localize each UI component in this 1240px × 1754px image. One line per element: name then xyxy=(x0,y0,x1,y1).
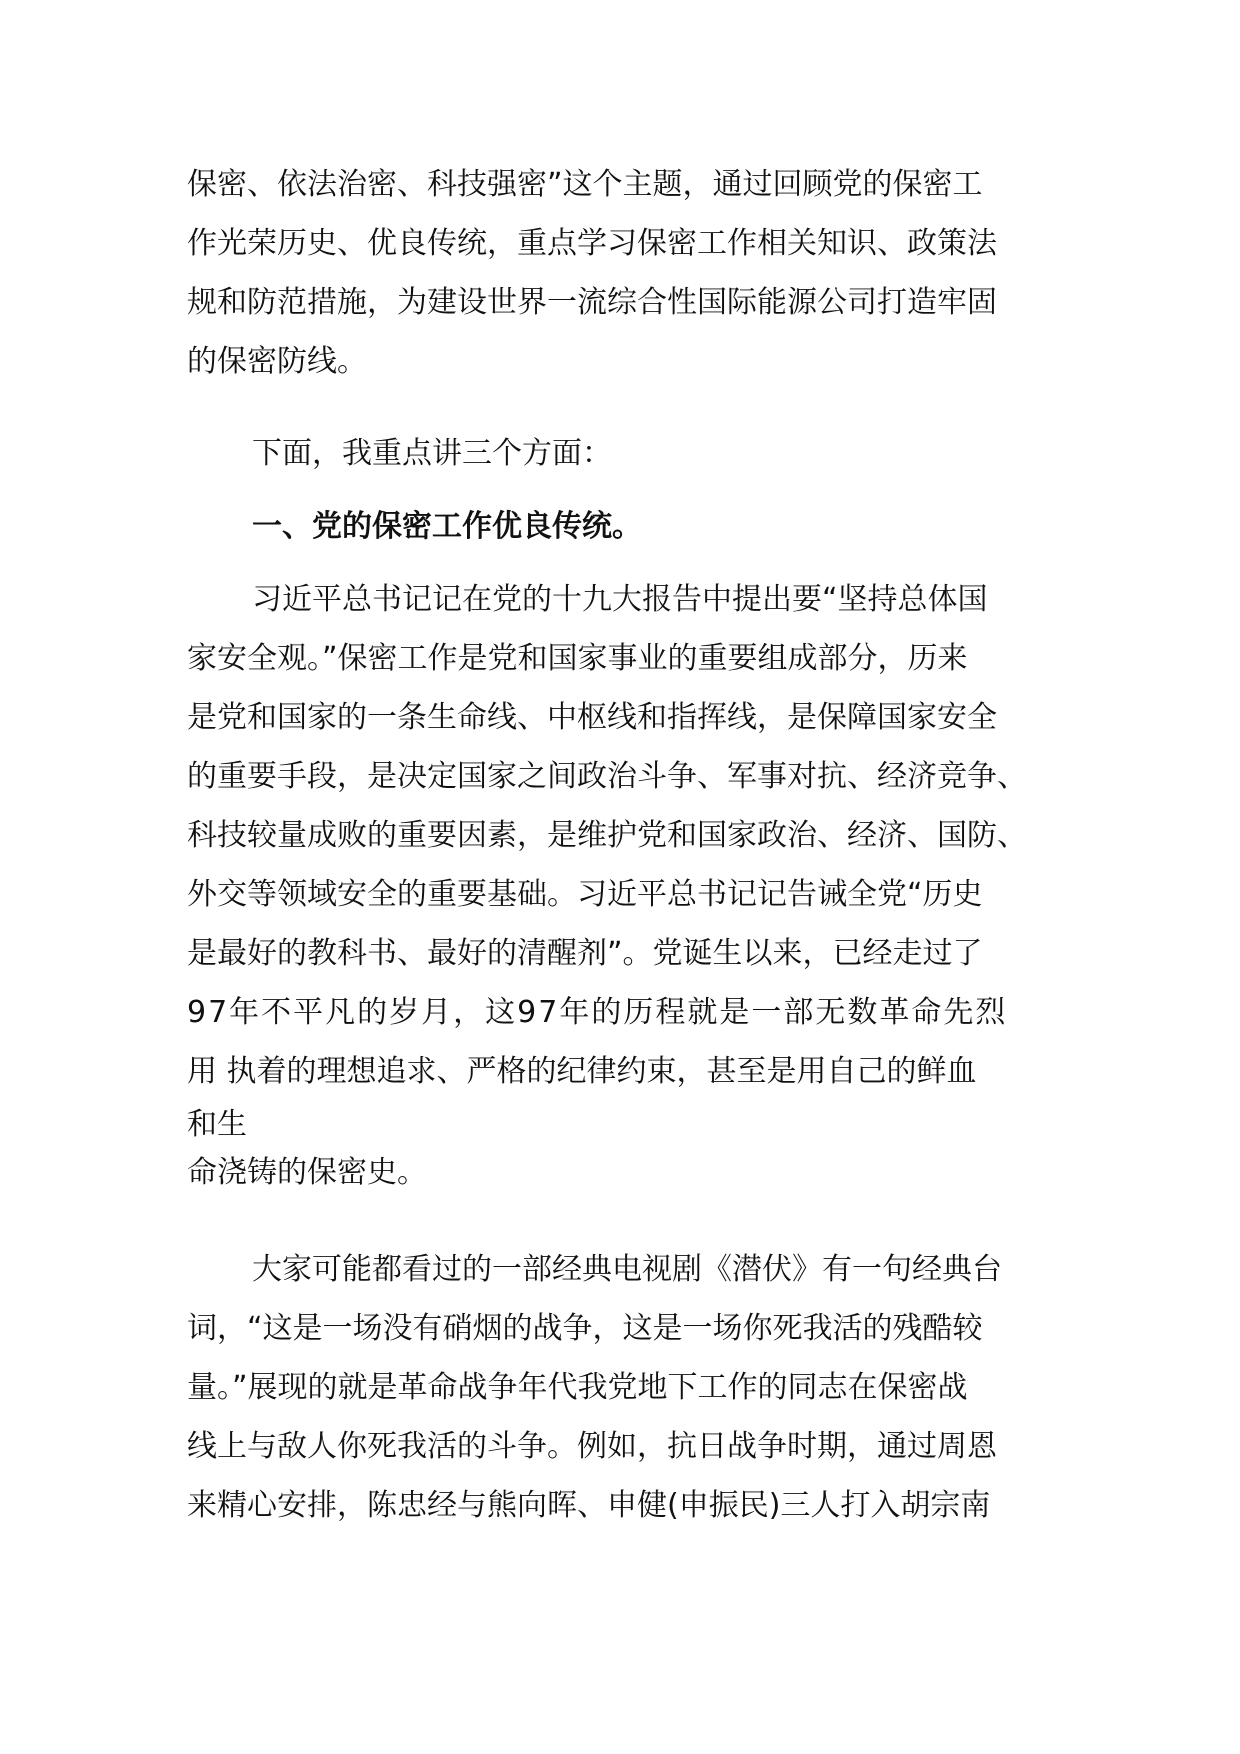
text-line: 用 执着的理想追求、严格的纪律约束，甚至是用自己的鲜血 xyxy=(187,1054,977,1089)
paragraph-spacer xyxy=(187,483,1057,497)
text-line: 大家可能都看过的一部经典电视剧《潜伏》有一句经典台 xyxy=(252,1252,1002,1287)
paragraph-intro xyxy=(187,155,1057,391)
paragraph-spacer xyxy=(187,391,1057,424)
section-heading-text: 一、党的保密工作优良传统。 xyxy=(252,509,642,544)
text-line: 家安全观。”保密工作是党和国家事业的重要组成部分，历来 xyxy=(187,641,968,676)
text-line: 保密、依法治密、科技强密”这个主题，通过回顾党的保密工 xyxy=(187,167,983,202)
text-line: 作光荣历史、优良传统，重点学习保密工作相关知识、政策法 xyxy=(187,226,997,261)
text-line: 词，“这是一场没有硝烟的战争，这是一场你死我活的残酷较 xyxy=(187,1311,983,1346)
text-line: 下面，我重点讲三个方面： xyxy=(252,436,612,471)
text-line: 外交等领域安全的重要基础。习近平总书记记告诫全党“历史 xyxy=(187,877,983,912)
text-line: 科技较量成败的重要因素，是维护党和国家政治、经济、国防、 xyxy=(187,818,1027,853)
text-line: 的重要手段，是决定国家之间政治斗争、军事对抗、经济竞争、 xyxy=(187,759,1027,794)
text-line: 线上与敌人你死我活的斗争。例如，抗日战争时期，通过周恩 xyxy=(187,1429,997,1464)
paragraph-spacer xyxy=(187,556,1057,570)
text-line: 命浇铸的保密史。 xyxy=(187,1155,427,1190)
text-line: 是党和国家的一条生命线、中枢线和指挥线，是保障国家安全 xyxy=(187,700,997,735)
text-line: 是最好的教科书、最好的清醒剂”。党诞生以来，已经走过了 xyxy=(187,936,983,971)
text-line: 习近平总书记记在党的十九大报告中提出要“坚持总体国 xyxy=(252,582,988,617)
text-line: 的保密防线。 xyxy=(187,344,367,379)
document-body xyxy=(187,155,1057,1535)
paragraph-history xyxy=(187,570,1057,1197)
paragraph-outline-intro xyxy=(187,424,1057,483)
paragraph-example xyxy=(187,1240,1057,1535)
text-line: 来精心安排，陈忠经与熊向晖、申健(申振民)三人打入胡宗南 xyxy=(187,1488,991,1523)
text-line: 量。”展现的就是革命战争年代我党地下工作的同志在保密战 xyxy=(187,1370,968,1405)
section-heading xyxy=(187,497,1057,556)
text-line: 和生 xyxy=(187,1107,247,1142)
paragraph-spacer xyxy=(187,1197,1057,1240)
text-line: 规和防范措施，为建设世界一流综合性国际能源公司打造牢固 xyxy=(187,285,997,320)
text-line: 97年不平凡的岁月，这97年的历程就是一部无数革命先烈 xyxy=(187,995,1008,1030)
